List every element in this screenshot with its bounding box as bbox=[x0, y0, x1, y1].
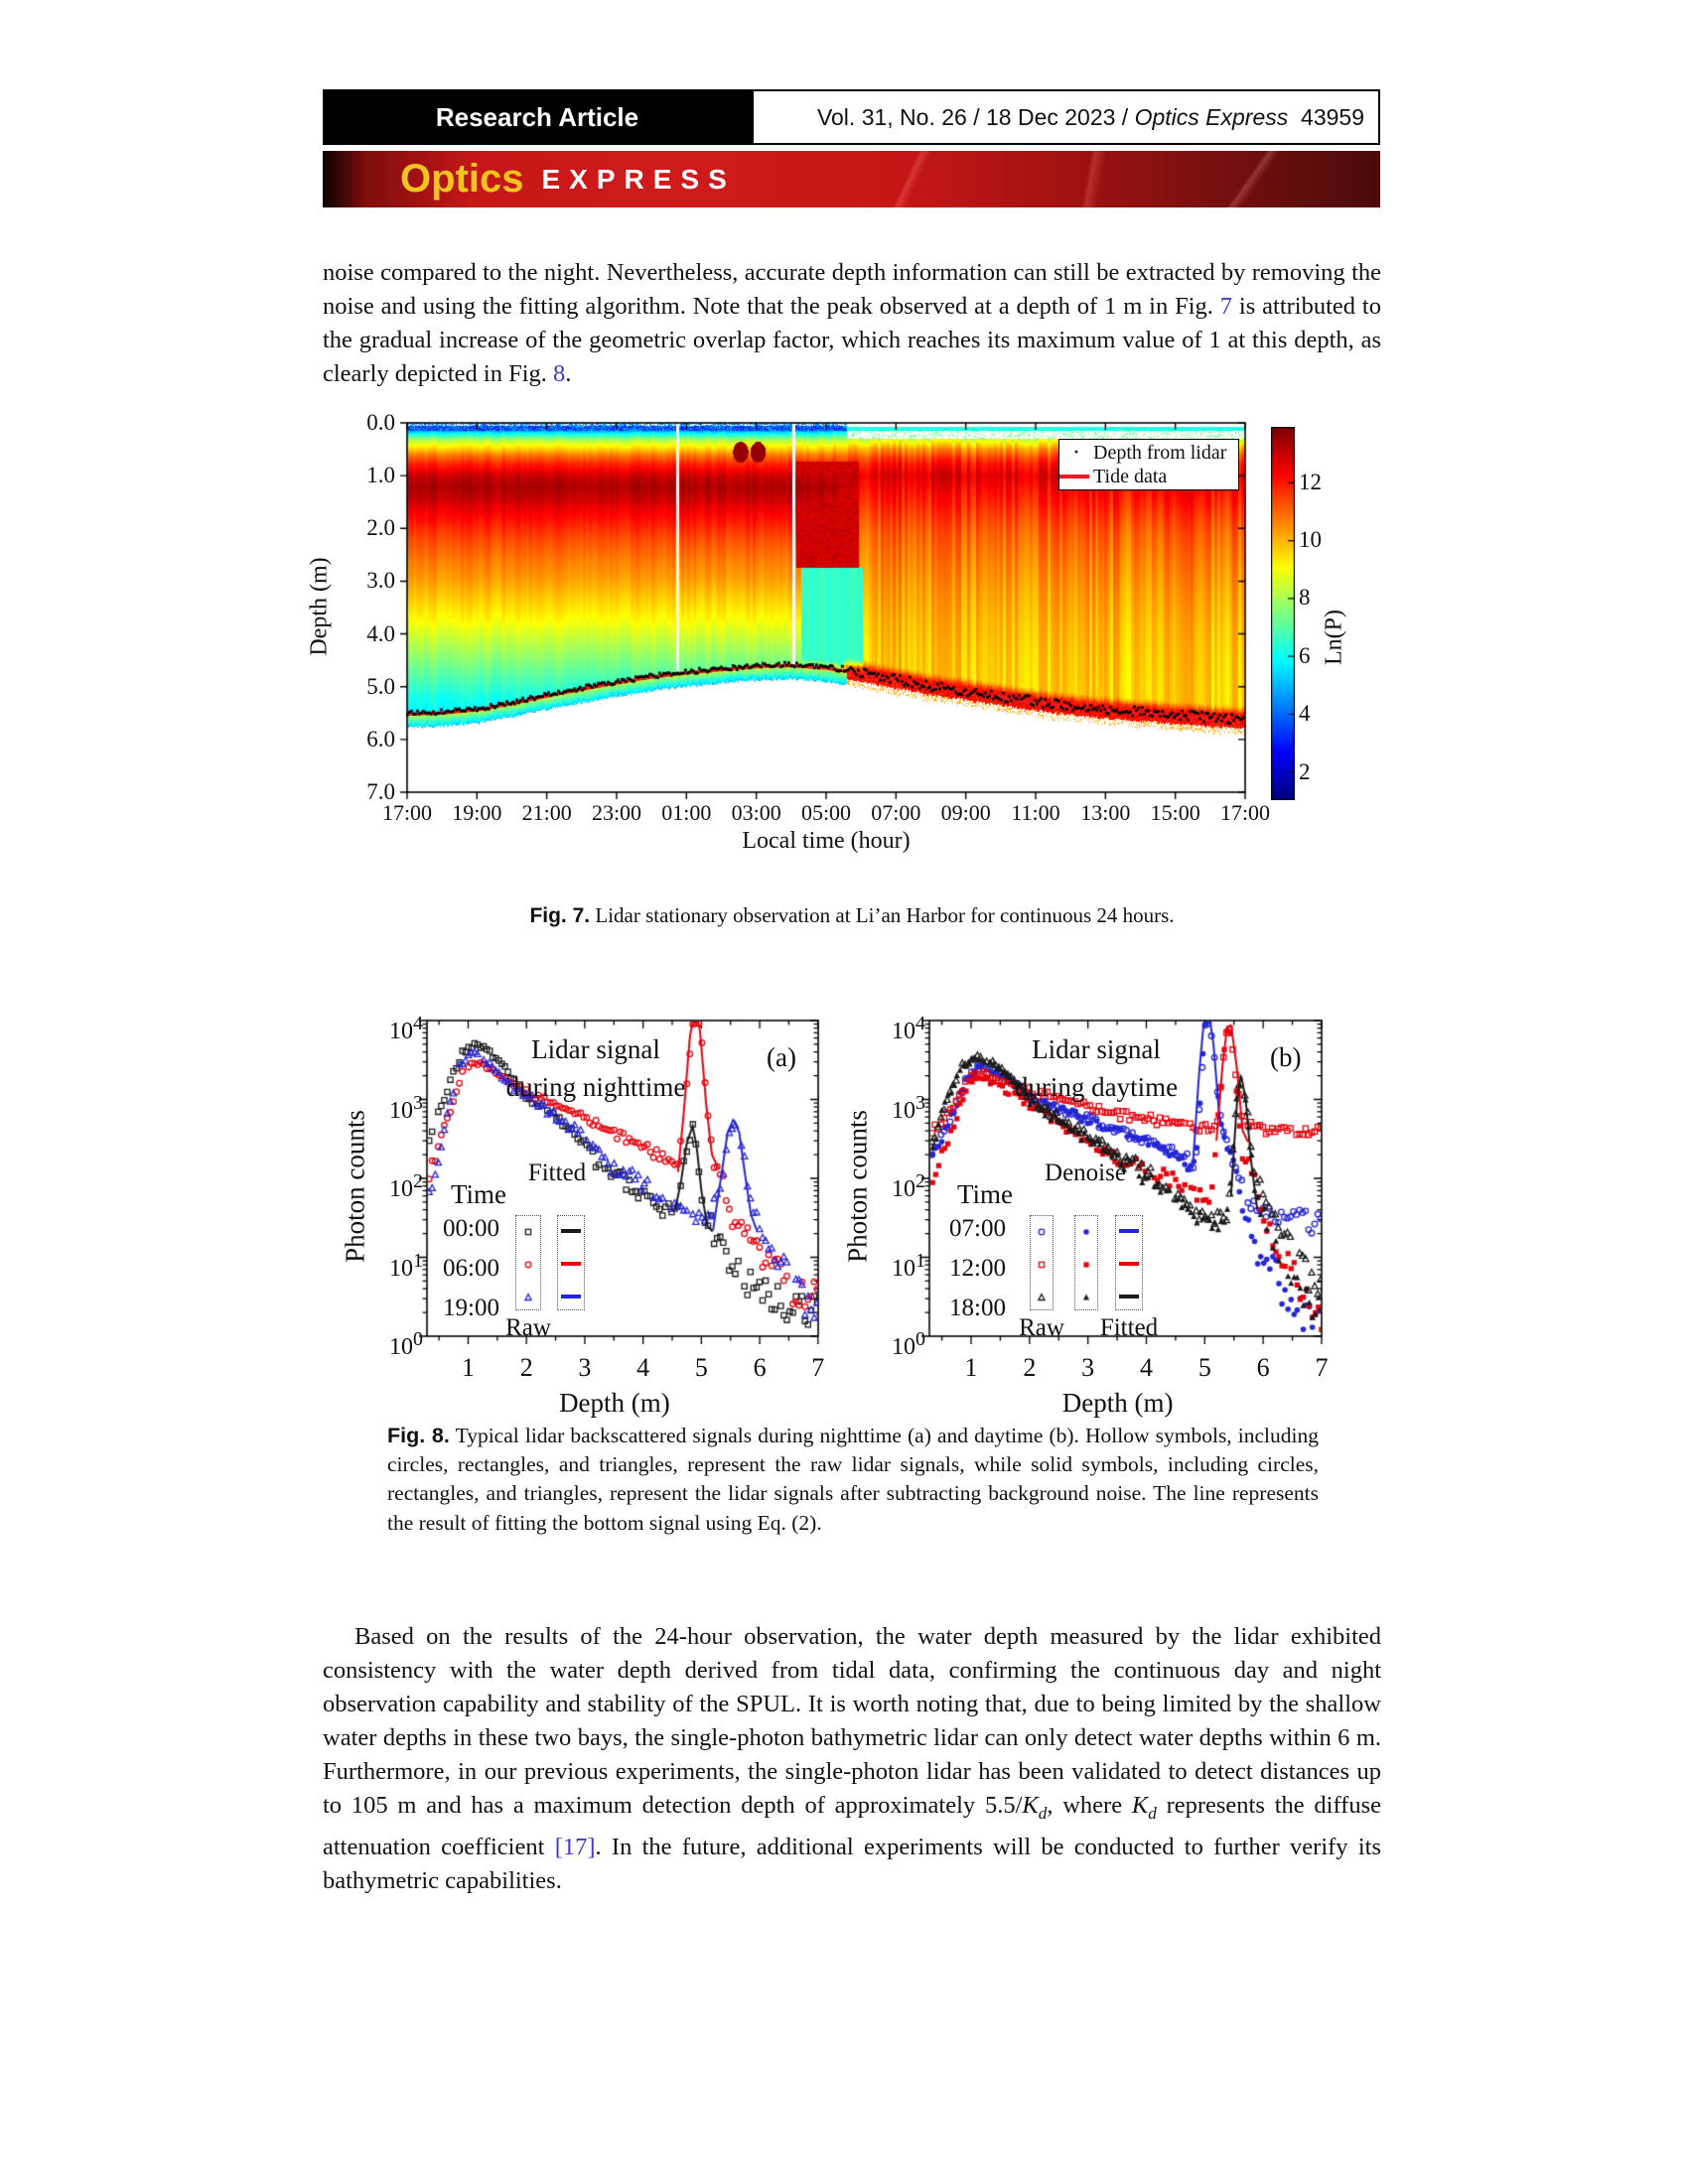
text-segment: Based on the results of the 24-hour observation, the water depth measured by the lidar exhibited consistency with the water depth derived from tidal data, confirming the continuous day and night observation capability and stability of the SPUL. It is worth noting that, due to being limited by the shallow water depths in these two bays, the single-photon bathymetric lidar can only detect water depths within 6 m. Furthermore, in our previous experiments, the single-photon lidar has been validated to detect distances up to 105 m and has a maximum detection depth of approximately 5.5/ bbox=[323, 1623, 1381, 1819]
fig8-legend-fitted: Fitted bbox=[527, 1160, 587, 1186]
fig8-x-tick: 7 bbox=[1315, 1353, 1329, 1382]
fig8-panel-label: (a) bbox=[767, 1042, 796, 1072]
fig7-colorbar-tick: 12 bbox=[1299, 469, 1322, 494]
fig7-y-tick: 0.0 bbox=[366, 410, 395, 435]
fig7-x-tick: 19:00 bbox=[452, 800, 502, 825]
fig7-y-tick: 1.0 bbox=[366, 463, 395, 488]
fig8-legend-time-label: Time bbox=[451, 1179, 507, 1209]
fig7-x-tick: 17:00 bbox=[1219, 800, 1271, 825]
fig8-legend-time: 19:00 bbox=[443, 1295, 499, 1321]
fig8-y-tick: $10^1$ bbox=[389, 1249, 423, 1282]
fig8-legend-time: 00:00 bbox=[443, 1215, 499, 1242]
citation-link[interactable]: 7 bbox=[1219, 293, 1233, 320]
fig7-x-tick: 03:00 bbox=[731, 800, 781, 825]
fig8-x-tick: 3 bbox=[578, 1353, 592, 1382]
fig7-x-tick: 01:00 bbox=[661, 800, 712, 825]
citation-link[interactable]: [17] bbox=[554, 1833, 596, 1860]
fig8-legend-marker bbox=[1033, 1256, 1051, 1274]
legend-label: Depth from lidar bbox=[1093, 441, 1227, 464]
fig7-colorbar-tick: 8 bbox=[1299, 585, 1311, 611]
journal-info-box bbox=[752, 89, 1380, 145]
fig7-x-tick: 09:00 bbox=[940, 800, 991, 825]
body-paragraph-1 bbox=[323, 256, 1381, 391]
fig8-title-line2: during nighttime bbox=[505, 1072, 686, 1102]
fig8-title-line2: during daytime bbox=[1014, 1072, 1179, 1102]
badge-label: Research Article bbox=[435, 101, 639, 132]
body-paragraph-2 bbox=[323, 1620, 1381, 1898]
fig8-x-tick: 2 bbox=[1023, 1353, 1037, 1382]
journal-name: Optics Express bbox=[1134, 103, 1289, 130]
fig8-legend-marker bbox=[519, 1223, 537, 1241]
fig8-title-line1: Lidar signal bbox=[531, 1034, 660, 1064]
fig8-caption-label: Fig. 8. bbox=[387, 1424, 450, 1447]
fig8-y-tick: $10^4$ bbox=[389, 1013, 423, 1044]
fig7-colorbar-tick: 10 bbox=[1299, 526, 1322, 552]
fig8-x-tick: 2 bbox=[519, 1353, 533, 1382]
fig8-caption-text: Typical lidar backscattered signals during nighttime (a) and daytime (b). Hollow symbols, including circles, rectangles, and triangles, represent the raw lidar signals, while solid symbols, including circles, rectangles, and triangles, represent the lidar signals after subtracting background noise. The line represents the result of fitting the bottom signal using Eq. (2). bbox=[387, 1424, 1320, 1535]
text-segment: is attributed to the gradual increase of the geometric overlap factor, which reaches its maximum value of 1 at this depth, as clearly depicted in Fig. bbox=[323, 293, 1381, 387]
citation-link[interactable]: 8 bbox=[553, 360, 566, 387]
fig7-x-tick: 05:00 bbox=[800, 800, 852, 825]
text-segment: . bbox=[565, 360, 572, 387]
fig8-legend-time: 07:00 bbox=[949, 1215, 1006, 1242]
text-segment: . In the future, additional experiments will be conducted to further verify its bathymetric capabilities. bbox=[323, 1833, 1381, 1894]
fig8-legend-line bbox=[1119, 1262, 1139, 1266]
fig7-caption bbox=[323, 903, 1381, 928]
fig7-x-tick: 15:00 bbox=[1150, 800, 1200, 825]
fig7-caption-text: Lidar stationary observation at Li’an Harbor for continuous 24 hours. bbox=[590, 903, 1175, 927]
fig7-colorbar bbox=[1271, 427, 1295, 800]
fig8-panel-label: (b) bbox=[1270, 1042, 1302, 1072]
text-segment: d bbox=[1038, 1803, 1048, 1823]
fig7-colorbar-tick: 4 bbox=[1299, 701, 1311, 727]
fig8-x-tick: 6 bbox=[1256, 1353, 1270, 1382]
research-article-badge bbox=[323, 89, 752, 145]
fig7-legend bbox=[1058, 439, 1239, 490]
fig8-legend-time-label: Time bbox=[957, 1179, 1014, 1209]
fig8-ylabel: Photon counts bbox=[842, 1110, 873, 1263]
fig8-title-line1: Lidar signal bbox=[1032, 1034, 1161, 1064]
fig8-y-tick: $10^1$ bbox=[892, 1249, 925, 1282]
fig8-x-tick: 1 bbox=[462, 1353, 475, 1382]
fig8-legend-marker bbox=[1077, 1223, 1095, 1241]
fig8-legend-line bbox=[561, 1262, 581, 1266]
fig8-legend-fitted: Fitted bbox=[1099, 1314, 1159, 1341]
legend-row-tide bbox=[1059, 465, 1238, 488]
fig8-legend-time: 18:00 bbox=[949, 1295, 1006, 1321]
fig8-x-tick: 5 bbox=[1197, 1353, 1211, 1382]
page-number: 43959 bbox=[1301, 103, 1364, 130]
fig8-y-tick: $10^0$ bbox=[389, 1328, 423, 1360]
text-segment: noise compared to the night. Nevertheless, accurate depth information can still be extracted by removing the noise and using the fitting algorithm. Note that the peak observed at a depth of 1 m in Fig. bbox=[323, 259, 1381, 320]
fig7-x-tick: 11:00 bbox=[1011, 800, 1060, 825]
fig8-y-tick: $10^4$ bbox=[892, 1013, 925, 1044]
fig8-legend-line bbox=[1119, 1295, 1139, 1298]
fig7-y-tick: 7.0 bbox=[366, 779, 395, 804]
fig8-ylabel: Photon counts bbox=[340, 1110, 370, 1263]
fig7-ylabel: Depth (m) bbox=[306, 557, 333, 656]
fig7-y-tick: 6.0 bbox=[366, 726, 395, 751]
fig8-y-tick: $10^0$ bbox=[892, 1328, 925, 1360]
dot-marker-icon: · bbox=[1072, 440, 1080, 466]
fig8-legend-time: 12:00 bbox=[949, 1255, 1006, 1282]
fig8-legend-denoise: Denoise bbox=[1045, 1160, 1126, 1186]
banner-express: EXPRESS bbox=[541, 163, 736, 195]
fig7-x-tick: 13:00 bbox=[1080, 800, 1131, 825]
fig8-legend-line bbox=[561, 1295, 581, 1298]
fig8-legend-line bbox=[561, 1229, 581, 1233]
fig8-xlabel: Depth (m) bbox=[559, 1388, 670, 1418]
fig8-x-tick: 3 bbox=[1081, 1353, 1095, 1382]
fig8-y-tick: $10^3$ bbox=[389, 1091, 423, 1124]
fig7-colorbar-tick: 6 bbox=[1299, 642, 1311, 668]
fig8-legend-marker bbox=[1033, 1289, 1051, 1306]
text-segment: d bbox=[1148, 1803, 1157, 1823]
text-segment: K bbox=[1022, 1792, 1039, 1819]
legend-row-lidar bbox=[1059, 441, 1238, 465]
fig8-legend-raw: Raw bbox=[505, 1314, 551, 1341]
vol-info: Vol. 31, No. 26 / 18 Dec 2023 / bbox=[816, 103, 1135, 130]
fig8-y-tick: $10^2$ bbox=[389, 1170, 423, 1202]
text-segment: K bbox=[1131, 1792, 1149, 1819]
fig7-x-tick: 21:00 bbox=[521, 800, 572, 825]
fig7-y-tick: 5.0 bbox=[366, 673, 395, 699]
legend-label: Tide data bbox=[1093, 465, 1168, 487]
fig8-x-tick: 4 bbox=[636, 1353, 650, 1382]
banner-optics: Optics bbox=[400, 157, 524, 201]
fig8-y-tick: $10^2$ bbox=[892, 1170, 925, 1202]
fig7-y-tick: 4.0 bbox=[366, 620, 395, 646]
line-marker-icon bbox=[1059, 475, 1089, 478]
fig8-x-tick: 7 bbox=[811, 1353, 825, 1382]
fig7-y-tick: 3.0 bbox=[366, 568, 395, 594]
fig7-x-tick: 07:00 bbox=[871, 800, 921, 825]
fig7-x-tick: 17:00 bbox=[381, 800, 433, 825]
fig8-x-tick: 4 bbox=[1139, 1353, 1153, 1382]
fig8-legend-marker bbox=[1033, 1223, 1051, 1241]
fig7-xlabel: Local time (hour) bbox=[742, 828, 911, 854]
fig8-y-tick: $10^3$ bbox=[892, 1091, 925, 1124]
fig8-legend-marker bbox=[1077, 1256, 1095, 1274]
fig8-legend-marker bbox=[1077, 1289, 1095, 1306]
text-segment: represents the diffuse attenuation coefficient bbox=[323, 1792, 1382, 1860]
fig8-legend-time: 06:00 bbox=[443, 1255, 499, 1282]
fig8-legend-raw: Raw bbox=[1019, 1314, 1064, 1341]
fig8-caption bbox=[387, 1422, 1319, 1538]
fig7-colorbar-label: Ln(P) bbox=[1321, 610, 1347, 665]
fig8-x-tick: 5 bbox=[694, 1353, 708, 1382]
fig8-legend-marker bbox=[519, 1289, 537, 1306]
fig8-xlabel: Depth (m) bbox=[1061, 1388, 1174, 1418]
fig7-y-tick: 2.0 bbox=[366, 515, 395, 541]
optics-express-banner bbox=[323, 151, 1380, 207]
fig8-x-tick: 1 bbox=[964, 1353, 978, 1382]
fig8-legend-line bbox=[1119, 1229, 1139, 1233]
fig8-x-tick: 6 bbox=[753, 1353, 767, 1382]
fig8-legend-marker bbox=[519, 1256, 537, 1274]
fig7-caption-label: Fig. 7. bbox=[529, 904, 591, 927]
fig7-colorbar-tick: 2 bbox=[1299, 758, 1311, 784]
fig7-x-tick: 23:00 bbox=[591, 800, 642, 825]
text-segment: , where bbox=[1047, 1792, 1132, 1819]
